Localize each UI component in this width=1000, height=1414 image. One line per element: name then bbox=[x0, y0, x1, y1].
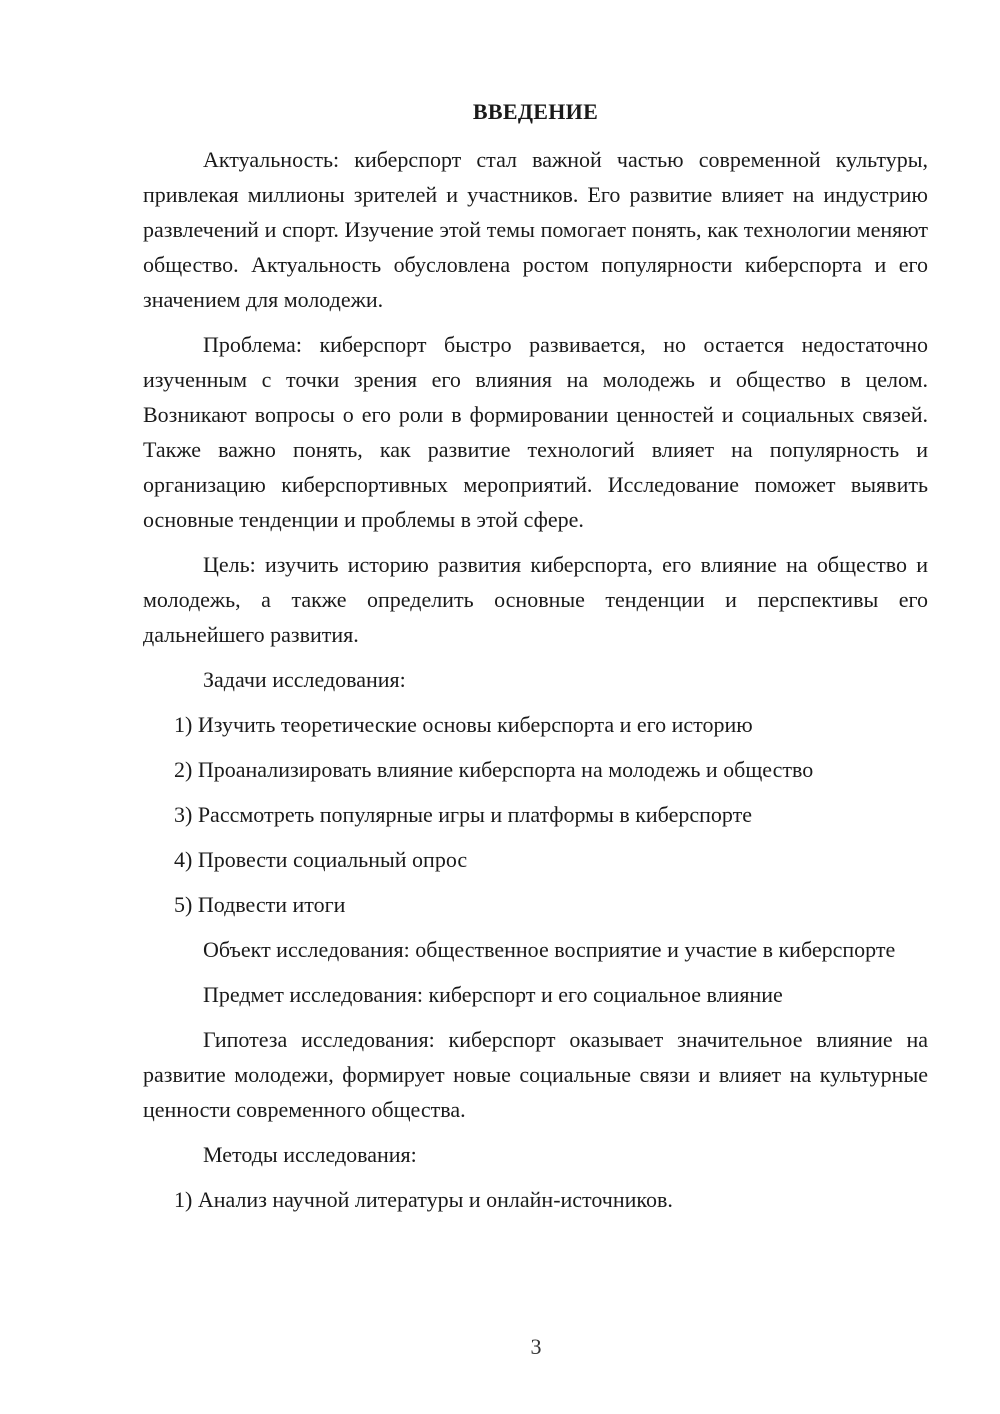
page-number: 3 bbox=[530, 1334, 542, 1359]
object-paragraph: Объект исследования: общественное восприятие и участие в киберспорте bbox=[203, 937, 896, 962]
subject-paragraph: Предмет исследования: киберспорт и его социальное влияние bbox=[203, 982, 783, 1007]
page-title: ВВЕДЕНИЕ bbox=[472, 99, 599, 124]
hypothesis-paragraph: Гипотеза исследования: киберспорт оказывает значительное влияние на развитие молодежи, формирует новые социальные связи и влияет на культурные ценности современного общества. bbox=[143, 1027, 928, 1122]
task-item: 5) Подвести итоги bbox=[174, 892, 346, 917]
task-item: 4) Провести социальный опрос bbox=[174, 847, 468, 872]
task-item: 3) Рассмотреть популярные игры и платформы в киберспорте bbox=[174, 802, 752, 827]
methods-heading: Методы исследования: bbox=[203, 1142, 417, 1167]
relevance-paragraph: Актуальность: киберспорт стал важной частью современной культуры, привлекая миллионы зрителей и участников. Его развитие влияет на индустрию развлечений и спорт. Изучение этой темы помогает понять, как технологии меняют общество. Актуальность обусловлена ростом популярности киберспорта и его значением для молодежи. bbox=[143, 147, 928, 312]
task-item: 1) Изучить теоретические основы киберспорта и его историю bbox=[174, 712, 753, 737]
tasks-heading: Задачи исследования: bbox=[203, 667, 406, 692]
task-item: 2) Проанализировать влияние киберспорта на молодежь и общество bbox=[174, 757, 814, 782]
document-body bbox=[143, 142, 928, 1227]
goal-paragraph: Цель: изучить историю развития киберспорта, его влияние на общество и молодежь, а также определить основные тенденции и перспективы его дальнейшего развития. bbox=[143, 552, 928, 647]
problem-paragraph: Проблема: киберспорт быстро развивается, но остается недостаточно изученным с точки зрения его влияния на молодежь и общество в целом. Возникают вопросы о его роли в формировании ценностей и социальных связей. Также важно понять, как развитие технологий влияет на популярность и организацию киберспортивных мероприятий. Исследование поможет выявить основные тенденции и проблемы в этой сфере. bbox=[143, 332, 928, 532]
method-item: 1) Анализ научной литературы и онлайн-источников. bbox=[174, 1187, 673, 1212]
